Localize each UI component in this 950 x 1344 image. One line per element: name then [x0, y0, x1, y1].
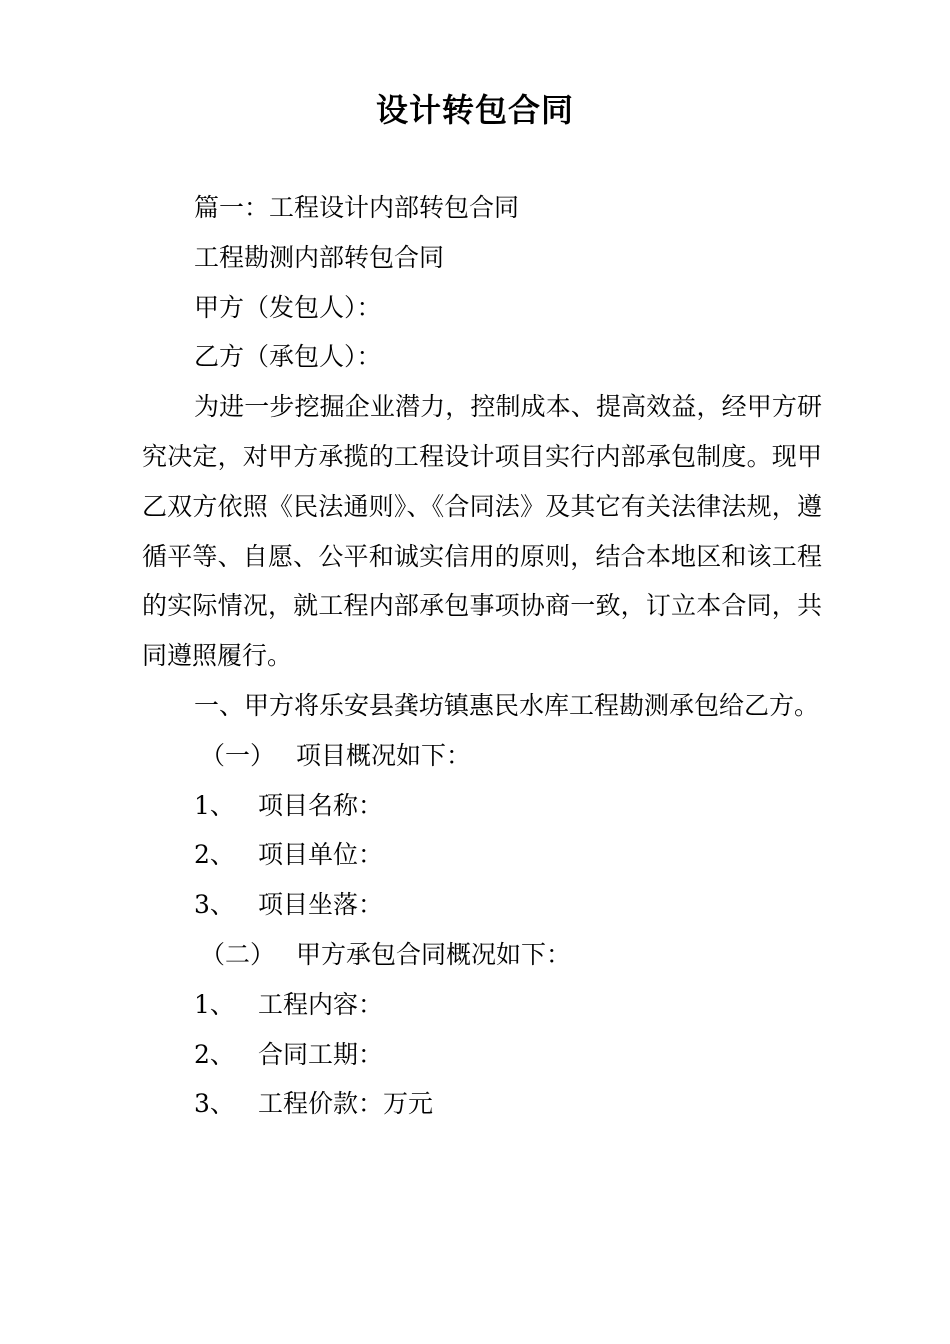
section-2-item [142, 1079, 822, 1129]
section-2-item [142, 980, 822, 1030]
document-title: 设计转包合同 [375, 91, 574, 129]
section-1-item-number: 1、 [194, 790, 235, 820]
section-2-heading [142, 930, 822, 980]
section-1-item [142, 830, 822, 880]
section-2-item [142, 1030, 822, 1080]
section-2-label: 甲方承包合同概况如下： [296, 939, 572, 969]
section-1-label: 项目概况如下： [296, 740, 472, 770]
heading-line-2: 工程勘测内部转包合同 [194, 242, 445, 272]
section-1-item-label: 项目坐落： [258, 890, 384, 920]
section-2-item-label: 工程价款：万元 [258, 1089, 434, 1119]
section-2-number: （二） [200, 939, 276, 969]
section-2-item-number: 2、 [194, 1039, 235, 1069]
section-2-item-label: 合同工期： [258, 1039, 384, 1069]
document-body [142, 183, 822, 1129]
section-1-item [142, 880, 822, 930]
intro-paragraph: 为进一步挖掘企业潜力，控制成本、提高效益，经甲方研究决定，对甲方承揽的工程设计项目实行内部承包制度。现甲乙双方依照《民法通则》、《合同法》及其它有关法律法规，遵循平等、自愿、公平和诚实信用的原则，结合本地区和该工程的实际情况，就工程内部承包事项协商一致，订立本合同，共同遵照履行。 [142, 392, 822, 671]
party-b-line: 乙方（承包人）： [194, 342, 382, 372]
section-2-item-label: 工程内容： [258, 989, 384, 1019]
section-1-item-label: 项目单位： [258, 840, 384, 870]
section-2-item-number: 1、 [194, 989, 235, 1019]
clause-1-paragraph: 一、甲方将乐安县龚坊镇惠民水库工程勘测承包给乙方。 [194, 690, 820, 720]
heading-line-1: 篇一：工程设计内部转包合同 [194, 193, 520, 222]
section-1-item-number: 2、 [194, 840, 235, 870]
party-a-line: 甲方（发包人）： [194, 292, 382, 322]
section-1-item [142, 781, 822, 831]
section-2-item-number: 3、 [194, 1089, 235, 1119]
section-1-number: （一） [200, 740, 276, 770]
section-1-item-label: 项目名称： [258, 790, 384, 820]
section-1-heading [142, 731, 822, 781]
section-1-item-number: 3、 [194, 890, 235, 920]
